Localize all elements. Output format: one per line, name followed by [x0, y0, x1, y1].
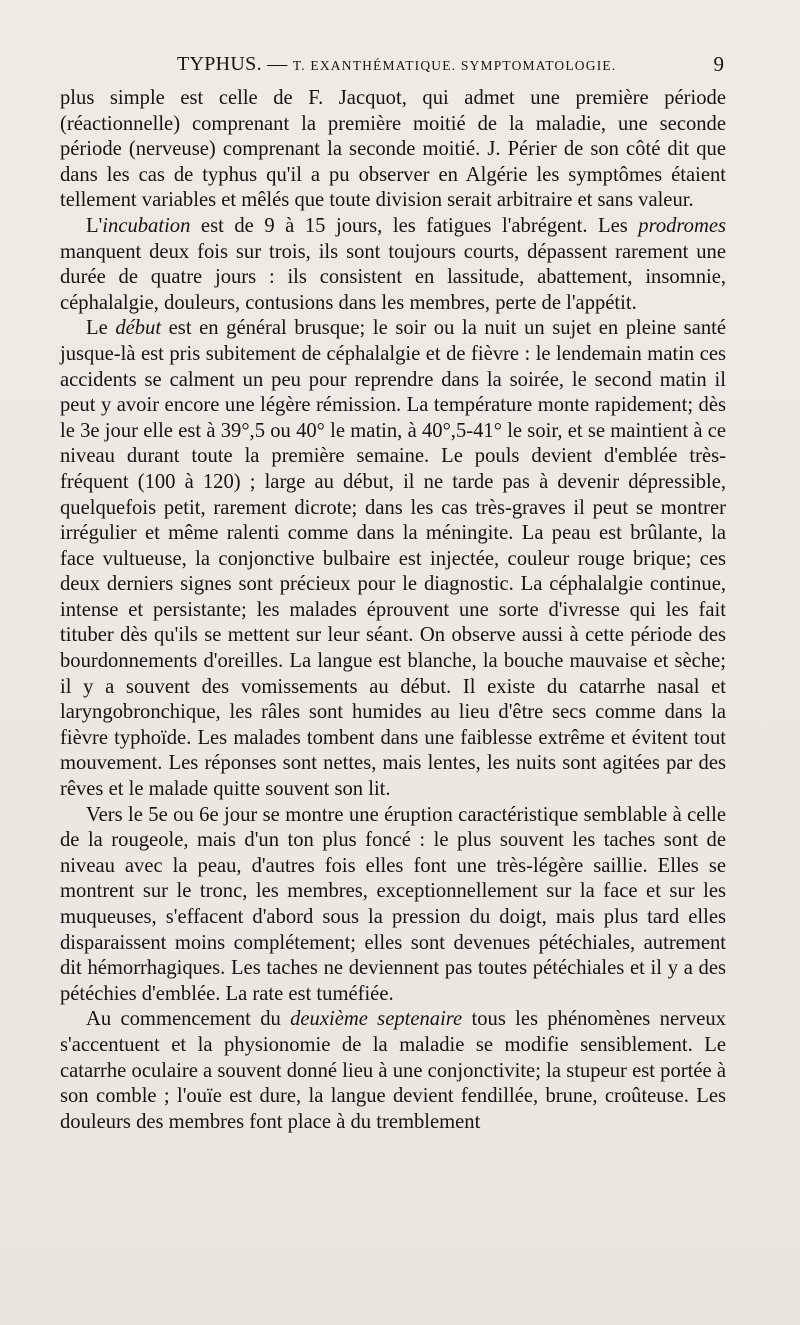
paragraph-5-rest: tous les phénomènes nerveux s'accentuent et la physionomie de la maladie se modifie sensiblement. Le catarrhe oculaire a souvent donné lieu à une conjonctivite; la stupeur est portée à son comble ; l'ouïe est dure, la langue devient fendillée, brune, croûteuse. Les douleurs des membres font place à du tremblement	[60, 1008, 726, 1133]
term-incubation: incubation	[102, 214, 191, 237]
running-title-caps: TYPHUS.	[177, 53, 262, 75]
paragraph-1: plus simple est celle de F. Jacquot, qui admet une première période (réactionnelle) comprenant la première moitié de la maladie, une seconde période (nerveuse) comprenant la seconde moitié. J. Périer de son côté dit que dans les cas de typhus qu'il a pu observer en Algérie les symptômes étaient tellement variables et mêlés que toute division serait arbitraire et sans valeur.	[60, 87, 726, 212]
running-title	[177, 50, 616, 80]
paragraph-2-mid: est de 9 à 15 jours, les fatigues l'abrégent. Les	[190, 214, 639, 237]
paragraph-3	[60, 316, 726, 802]
running-head	[60, 50, 726, 78]
running-title-separator: —	[261, 53, 293, 75]
term-debut: début	[115, 317, 162, 340]
paragraph-3-rest: est en général brusque; le soir ou la nuit un sujet en pleine santé jusque-là est pris subitement de céphalalgie et de fièvre : le lendemain matin ces accidents se calment un peu pour reprendre dans la soirée, le second matin il peut y avoir encore une légère rémission. La température monte rapidement; dès le 3e jour elle est à 39°,5 ou 40° le matin, à 40°,5-41° le soir, et se maintient à ce niveau durant toute la première semaine. Le pouls devient d'emblée très-fréquent (100 à 120) ; large au début, il ne tarde pas à devenir dépressible, quelquefois petit, rarement dicrote; dans les cas très-graves il peut se montrer irrégulier et même ralenti comme dans la méningite. La peau est brûlante, la face vultueuse, la conjonctive bulbaire est injectée, couleur rouge brique; ces deux derniers signes sont précieux pour le diagnostic. La céphalalgie continue, intense et persistante; les malades éprouvent une sorte d'ivresse qui les fait tituber dès qu'ils se mettent sur leur séant. On observe aussi à cette période des bourdonnements d'oreilles. La langue est blanche, la bouche mauvaise et sèche; il y a souvent des vomissements au début. Il existe du catarrhe nasal et laryngobronchique, les râles sont humides au lieu d'être secs comme dans la fièvre typhoïde. Les malades tombent dans une faiblesse extrême et évitent tout mouvement. Les réponses sont nettes, mais lentes, les nuits sont agitées par des rêves et le malade quitte souvent son lit.	[60, 317, 726, 801]
running-title-subtitle: T. EXANTHÉMATIQUE. SYMPTOMATOLOGIE.	[292, 58, 617, 73]
term-deuxieme-septenaire: deuxième septenaire	[290, 1008, 463, 1031]
paragraph-2	[60, 214, 726, 316]
page-number: 9	[713, 52, 724, 76]
paragraph-4: Vers le 5e ou 6e jour se montre une éruption caractéristique semblable à celle de la rougeole, mais d'un ton plus foncé : le plus souvent les taches sont de niveau avec la peau, d'autres fois elles font une très-légère saillie. Elles se montrent sur le tronc, les membres, exceptionnellement sur la face et sur les muqueuses, s'effacent d'abord sous la pression du doigt, mais plus tard elles disparaissent moins complétement; elles sont devenues pétéchiales, autrement dit hémorrhagiques. Les taches ne deviennent pas toutes pétéchiales et il y a des pétéchies d'emblée. La rate est tuméfiée.	[60, 803, 726, 1005]
term-prodromes: prodromes	[638, 214, 726, 237]
paragraph-2-rest: manquent deux fois sur trois, ils sont toujours courts, dépassent rarement une durée de quatre jours : ils consistent en lassitude, abattement, insomnie, céphalalgie, douleurs, contusions dans les membres, perte de l'appétit.	[60, 240, 726, 314]
body-text	[60, 86, 726, 1135]
paragraph-5	[60, 1007, 726, 1135]
paragraph-2-lead: L'	[86, 214, 103, 237]
paragraph-5-lead: Au commencement du	[86, 1008, 291, 1031]
paragraph-3-lead: Le	[86, 317, 116, 340]
